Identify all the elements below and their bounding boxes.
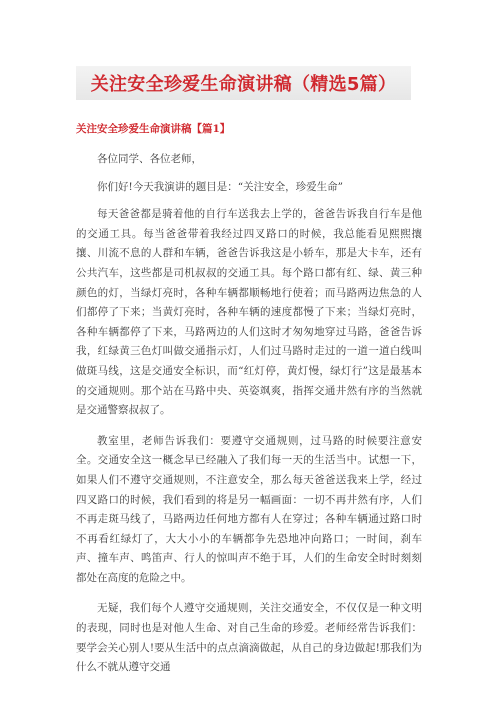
body-paragraph: 教室里，老师告诉我们：要遵守交通规则，过马路的时候要注意安全。交通安全这一概念早已经融入了我们每一天的生活当中。试想一下，如果人们不遵守交通规则，不注意安全，那么每天爸爸送我来上学，经过四叉路口的时候，我们看到的将是另一幅画面：一切不再井然有序，人们不再走斑马线了，马路两边任何地方都有人在穿过；各种车辆通过路口时不再看红绿灯了，大大小小的车辆都争先恐地冲向路口；一时间，刹车声、撞车声、鸣笛声、行人的惊叫声不绝于耳，人们的生命安全时时刻刻都处在高度的危险之中。 [76,434,422,584]
document-title: 关注安全珍爱生命演讲稿（精选5篇） [90,74,397,95]
topic-paragraph: 你们好!今天我演讲的题目是：“关注安全，珍爱生命” [97,180,343,193]
body-paragraph: 每天爸爸都是骑着他的自行车送我去上学的，爸爸告诉我自行车是他的交通工具。每当爸爸带着我经过四叉路口的时候，我总能看见熙熙攘攘、川流不息的人群和车辆，爸爸告诉我这是小轿车，那是大卡车，还有公共汽车，这些都是司机叔叔的交通工具。每个路口都有红、绿、黄三种颜色的灯，当绿灯亮时，各种车辆都顺畅地行使着；而马路两边焦急的人们都停了下来；当黄灯亮时，各种车辆的速度都慢了下来；当绿灯亮时，各种车辆都停了下来，马路两边的人们这时才匆匆地穿过马路，爸爸告诉我，红绿黄三色灯叫做交通指示灯，人们过马路时走过的一道一道白线叫做斑马线，这是交通安全标识，而“红灯停，黄灯慢，绿灯行”这是最基本的交通规则。那个站在马路中央、英姿飒爽，指挥交通井然有序的当然就是交通警察叔叔了。 [76,208,422,417]
section-heading: 关注安全珍爱生命演讲稿【篇1】 [76,123,231,135]
body-paragraph: 无疑，我们每个人遵守交通规则，关注交通安全，不仅仅是一种文明的表现，同时也是对他人生命、对自己生命的珍爱。老师经常告诉我们：要学会关心别人!要从生活中的点点滴滴做起，从自己的身边做起!那我们为什么不就从遵守交通 [76,602,422,674]
greeting-paragraph: 各位同学、各位老师， [97,153,202,165]
document-body [76,150,422,689]
